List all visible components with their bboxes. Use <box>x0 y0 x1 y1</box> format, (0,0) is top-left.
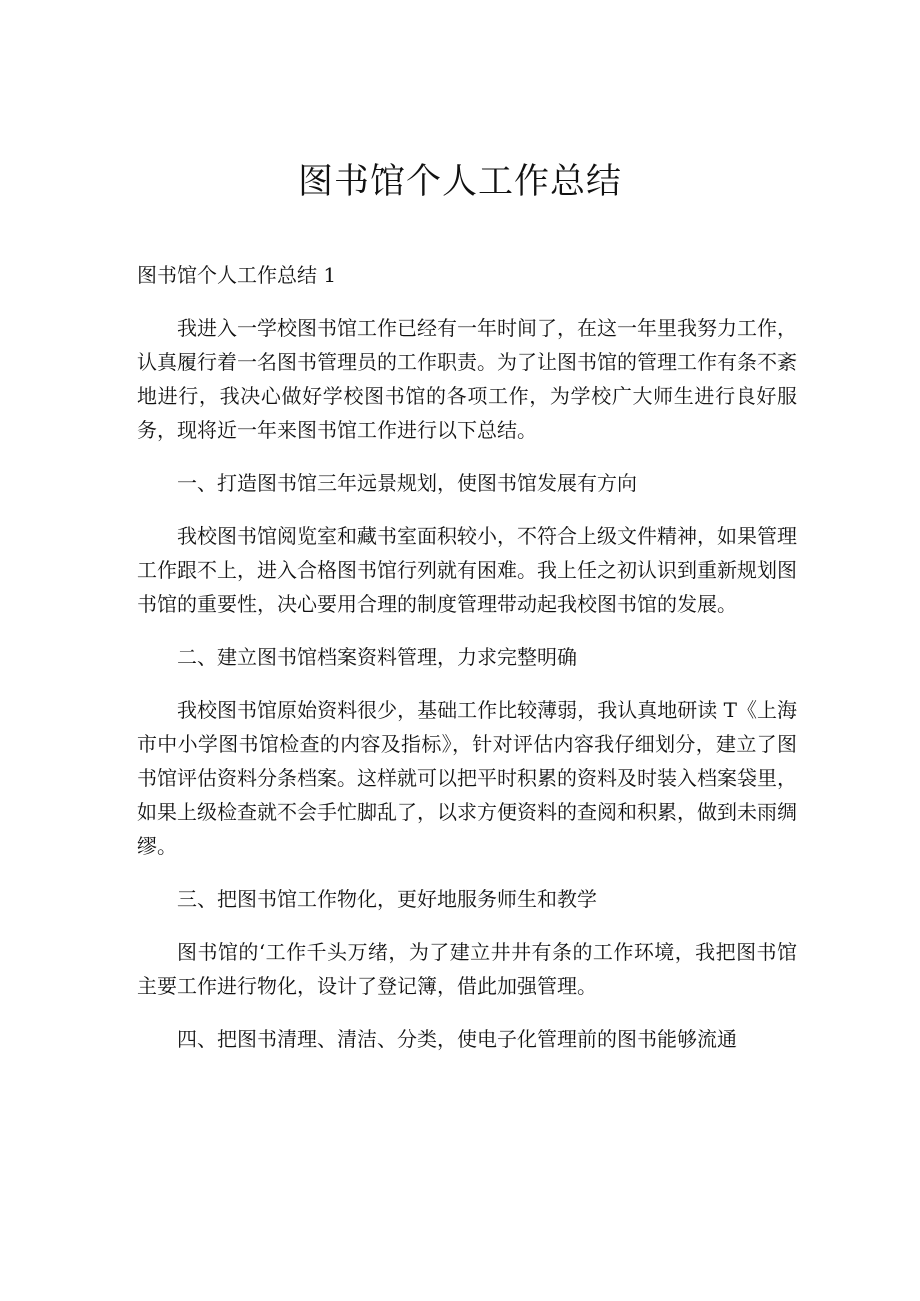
section-heading-1: 一、打造图书馆三年远景规划，使图书馆发展有方向 <box>177 471 637 495</box>
section-heading-4: 四、把图书清理、清洁、分类，使电子化管理前的图书能够流通 <box>177 1027 737 1051</box>
section-1-paragraph: 我校图书馆阅览室和藏书室面积较小，不符合上级文件精神，如果管理工作跟不上，进入合格图书馆行列就有困难。我上任之初认识到重新规划图书馆的重要性，决心要用合理的制度管理带动起我校图书馆的发展。 <box>137 524 797 616</box>
intro-paragraph: 我进入一学校图书馆工作已经有一年时间了，在这一年里我努力工作，认真履行着一名图书管理员的工作职责。为了让图书馆的管理工作有条不紊地进行，我决心做好学校图书馆的各项工作，为学校广大师生进行良好服务，现将近一年来图书馆工作进行以下总结。 <box>137 316 797 442</box>
section-3-paragraph: 图书馆的‘工作千头万绪，为了建立井井有条的工作环境，我把图书馆主要工作进行物化，设计了登记簿，借此加强管理。 <box>137 940 797 998</box>
section-heading-2: 二、建立图书馆档案资料管理，力求完整明确 <box>177 645 577 669</box>
section-2-paragraph: 我校图书馆原始资料很少，基础工作比较薄弱，我认真地研读 T《上海市中小学图书馆检查的内容及指标》，针对评估内容我仔细划分，建立了图书馆评估资料分条档案。这样就可以把平时积累的资料及时装入档案袋里，如果上级检查就不会手忙脚乱了，以求方便资料的查阅和积累，做到未雨绸缪。 <box>137 698 797 858</box>
document-body <box>137 258 797 1075</box>
page-title: 图书馆个人工作总结 <box>297 162 622 202</box>
document-subtitle: 图书馆个人工作总结 1 <box>137 263 337 287</box>
section-heading-3: 三、把图书馆工作物化，更好地服务师生和教学 <box>177 887 597 911</box>
